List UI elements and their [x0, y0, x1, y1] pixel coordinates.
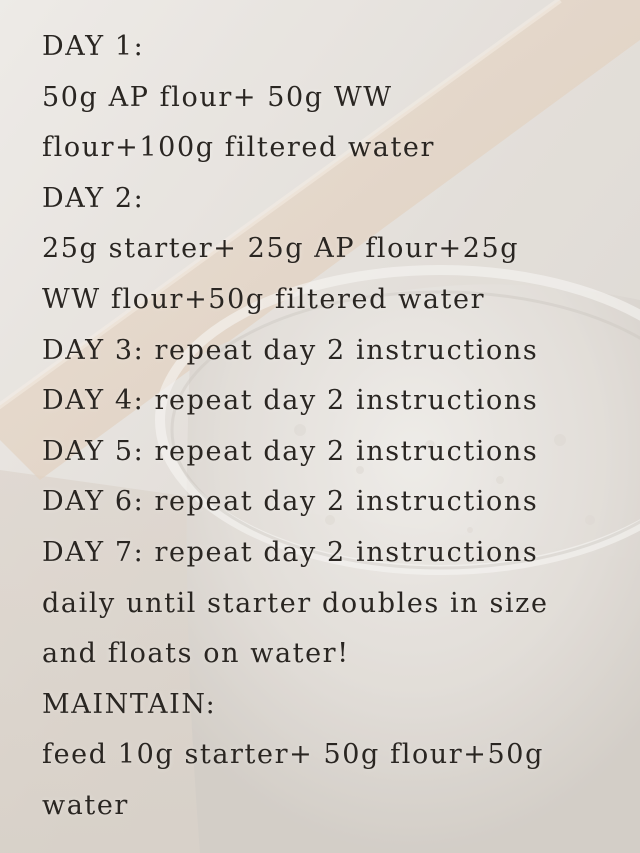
- recipe-line: and floats on water!: [42, 638, 350, 670]
- recipe-line-maintain-heading: MAINTAIN:: [42, 688, 217, 720]
- recipe-line: 25g starter+ 25g AP flour+25g: [42, 233, 520, 265]
- recipe-line-day7: DAY 7: repeat day 2 instructions: [42, 536, 539, 568]
- recipe-line: water: [42, 789, 129, 821]
- recipe-text-block: [42, 22, 632, 832]
- recipe-line-day3: DAY 3: repeat day 2 instructions: [42, 334, 539, 366]
- recipe-line-day6: DAY 6: repeat day 2 instructions: [42, 486, 539, 518]
- recipe-line-day1-heading: DAY 1:: [42, 31, 145, 62]
- recipe-line: WW flour+50g filtered water: [42, 283, 486, 315]
- recipe-line: daily until starter doubles in size: [42, 587, 549, 619]
- recipe-line-day5: DAY 5: repeat day 2 instructions: [42, 435, 539, 467]
- recipe-line: 50g AP flour+ 50g WW: [42, 81, 393, 113]
- recipe-line: flour+100g filtered water: [42, 132, 435, 164]
- recipe-line-day2-heading: DAY 2:: [42, 182, 145, 214]
- recipe-line-day4: DAY 4: repeat day 2 instructions: [42, 385, 539, 417]
- recipe-line: feed 10g starter+ 50g flour+50g: [42, 739, 544, 771]
